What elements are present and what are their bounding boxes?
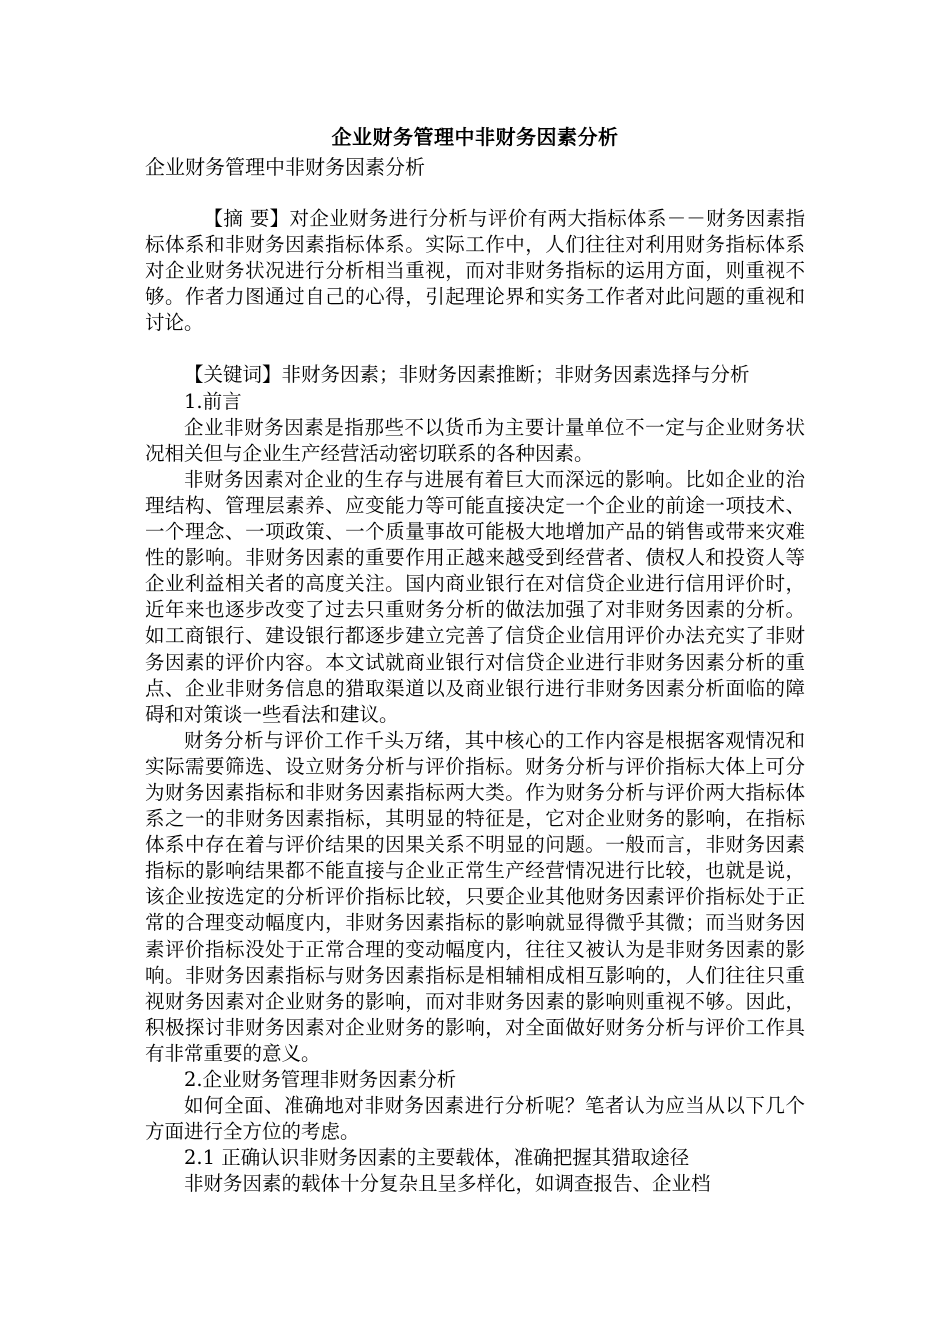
document-title: 企业财务管理中非财务因素分析	[331, 125, 619, 149]
body-paragraph-5: 非财务因素的载体十分复杂且呈多样化，如调查报告、企业档	[184, 1172, 711, 1196]
section-heading-2-1: 2.1 正确认识非财务因素的主要载体，准确把握其猎取途径	[184, 1146, 690, 1170]
document-subtitle: 企业财务管理中非财务因素分析	[145, 155, 425, 179]
section-heading-2: 2.企业财务管理非财务因素分析	[184, 1068, 457, 1091]
keywords-paragraph: 【关键词】非财务因素；非财务因素推断；非财务因素选择与分析	[184, 363, 750, 387]
body-paragraph-3: 财务分析与评价工作千头万绪，其中核心的工作内容是根据客观情况和实际需要筛选、设立财务分析与评价指标。财务分析与评价指标大体上可分为财务因素指标和非财务因素指标两大类。作为财务分析与评价两大指标体系之一的非财务因素指标，其明显的特征是，它对企业财务的影响，在指标体系中存在着与评价结果的因果关系不明显的问题。一般而言，非财务因素指标的影响结果都不能直接与企业正常生产经营情况进行比较，也就是说，该企业按选定的分析评价指标比较，只要企业其他财务因素评价指标处于正常的合理变动幅度内，非财务因素指标的影响就显得微乎其微；而当财务因素评价指标没处于正常合理的变动幅度内，往往又被认为是非财务因素的影响。非财务因素指标与财务因素指标是相辅相成相互影响的，人们往往只重视财务因素对企业财务的影响，而对非财务因素的影响则重视不够。因此，积极探讨非财务因素对企业财务的影响，对全面做好财务分析与评价工作具有非常重要的意义。	[145, 728, 805, 1065]
body-paragraph-2: 非财务因素对企业的生存与进展有着巨大而深远的影响。比如企业的治理结构、管理层素养、应变能力等可能直接决定一个企业的前途一项技术、一个理念、一项政策、一个质量事故可能极大地增加产品的销售或带来灾难性的影响。非财务因素的重要作用正越来越受到经营者、债权人和投资人等企业利益相关者的高度关注。国内商业银行在对信贷企业进行信用评价时，近年来也逐步改变了过去只重财务分析的做法加强了对非财务因素的分析。如工商银行、建设银行都逐步建立完善了信贷企业信用评价办法充实了非财务因素的评价内容。本文试就商业银行对信贷企业进行非财务因素分析的重点、企业非财务信息的猎取渠道以及商业银行进行非财务因素分析面临的障碍和对策谈一些看法和建议。	[145, 467, 805, 726]
document-page	[145, 120, 805, 1197]
body-paragraph-1: 企业非财务因素是指那些不以货币为主要计量单位不一定与企业财务状况相关但与企业生产经营活动密切联系的各种因素。	[145, 415, 805, 465]
body-paragraph-4: 如何全面、准确地对非财务因素进行分析呢？笔者认为应当从以下几个方面进行全方位的考虑。	[145, 1094, 805, 1144]
section-heading-1: 1.前言	[184, 389, 242, 413]
abstract-paragraph: 【摘 要】对企业财务进行分析与评价有两大指标体系－－财务因素指标体系和非财务因素指标体系。实际工作中，人们往往对利用财务指标体系对企业财务状况进行分析相当重视，而对非财务指标的运用方面，则重视不够。作者力图通过自己的心得，引起理论界和实务工作者对此问题的重视和讨论。	[145, 207, 805, 335]
blank-line	[145, 180, 805, 206]
